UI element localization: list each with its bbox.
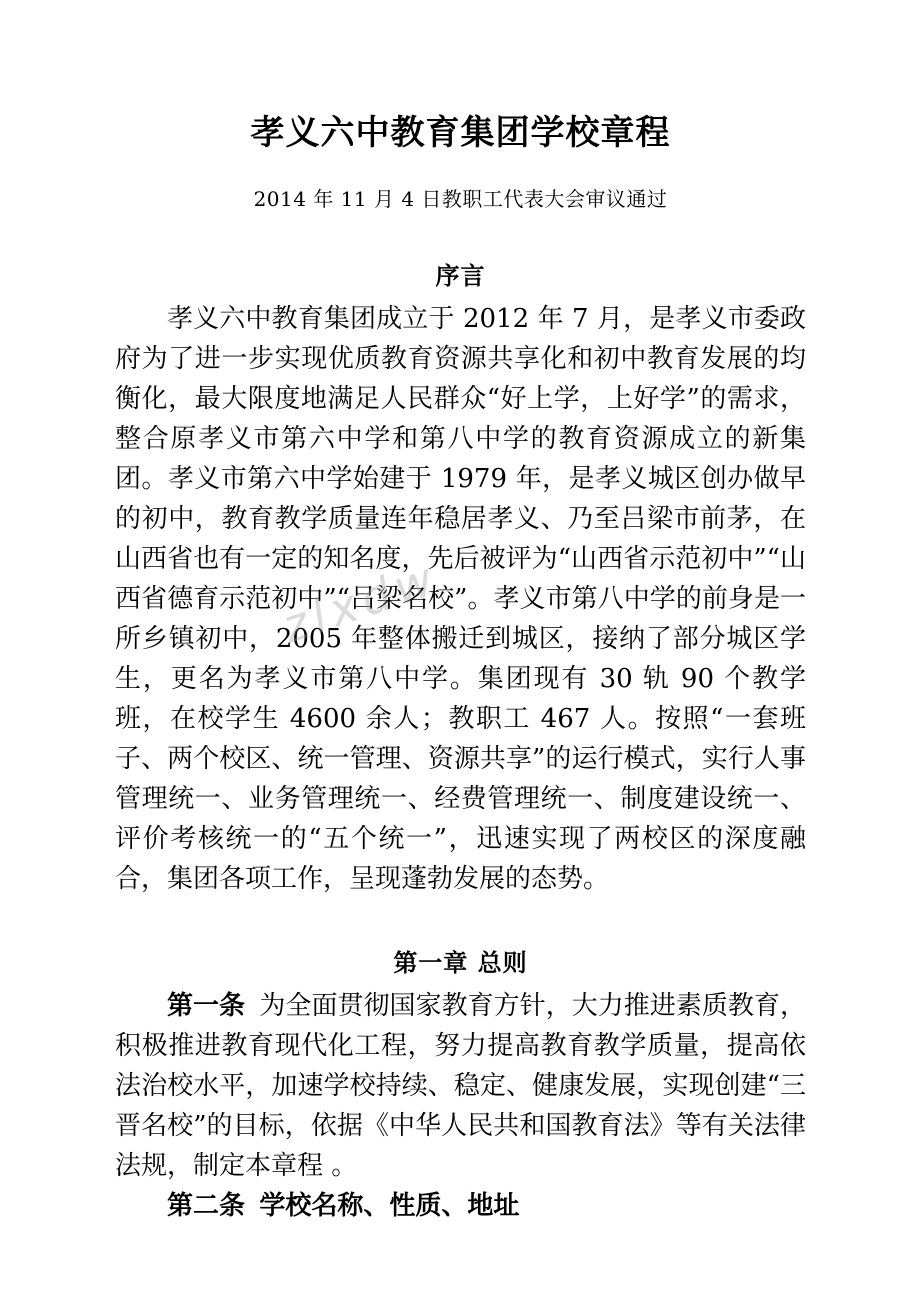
document-title: 孝义六中教育集团学校章程 bbox=[250, 113, 671, 153]
article-1-text: 为全面贯彻国家教育方针，大力推进素质教育，积极推进教育现代化工程，努力提高教育教学质量，提高依法治校水平，加速学校持续、稳定、健康发展，实现创建“三晋名校”的目标，依据《中华人民共和国教育法》等有关法律法规，制定本章程 。 bbox=[115, 990, 806, 1181]
article-2-label: 第二条 bbox=[167, 1190, 246, 1221]
article-1-label: 第一条 bbox=[167, 990, 246, 1021]
chapter-1-heading: 第一章 总则 bbox=[393, 948, 528, 977]
preface-heading: 序言 bbox=[435, 261, 486, 290]
preface-paragraph: 孝义六中教育集团成立于 2012 年 7 月，是孝义市委政府为了进一步实现优质教育资源共享化和初中教育发展的均衡化，最大限度地满足人民群众“好上学，上好学”的需求，整合原孝义市第六中学和第八中学的教育资源成立的新集团。孝义市第六中学始建于 1979 年，是孝义城区创办做早的初中，教育教学质量连年稳居孝义、乃至吕梁市前茅，在山西省也有一定的知名度，先后被评为“山西省示范初中”“山西省德育示范初中”“吕梁名校”。孝义市第八中学的前身是一所乡镇初中，2005 年整体搬迁到城区，接纳了部分城区学生，更名为孝义市第八中学。集团现有 30 轨 90 个教学班，在校学生 4600 余人；教职工 467 人。按照“一套班子、两个校区、统一管理、资源共享”的运行模式，实行人事管理统一、业务管理统一、经费管理统一、制度建设统一、评价考核统一的“五个统一”，迅速实现了两校区的深度融合，集团各项工作，呈现蓬勃发展的态势。 bbox=[115, 303, 806, 894]
article-1-paragraph bbox=[115, 986, 806, 1186]
chapter-1-articles bbox=[115, 986, 806, 1226]
document-subtitle: 2014 年 11 月 4 日教职工代表大会审议通过 bbox=[253, 186, 668, 211]
watermark: zlxdw bbox=[275, 550, 446, 654]
article-2-paragraph bbox=[115, 1186, 806, 1226]
article-2-text: 学校名称、性质、地址 bbox=[259, 1190, 520, 1221]
